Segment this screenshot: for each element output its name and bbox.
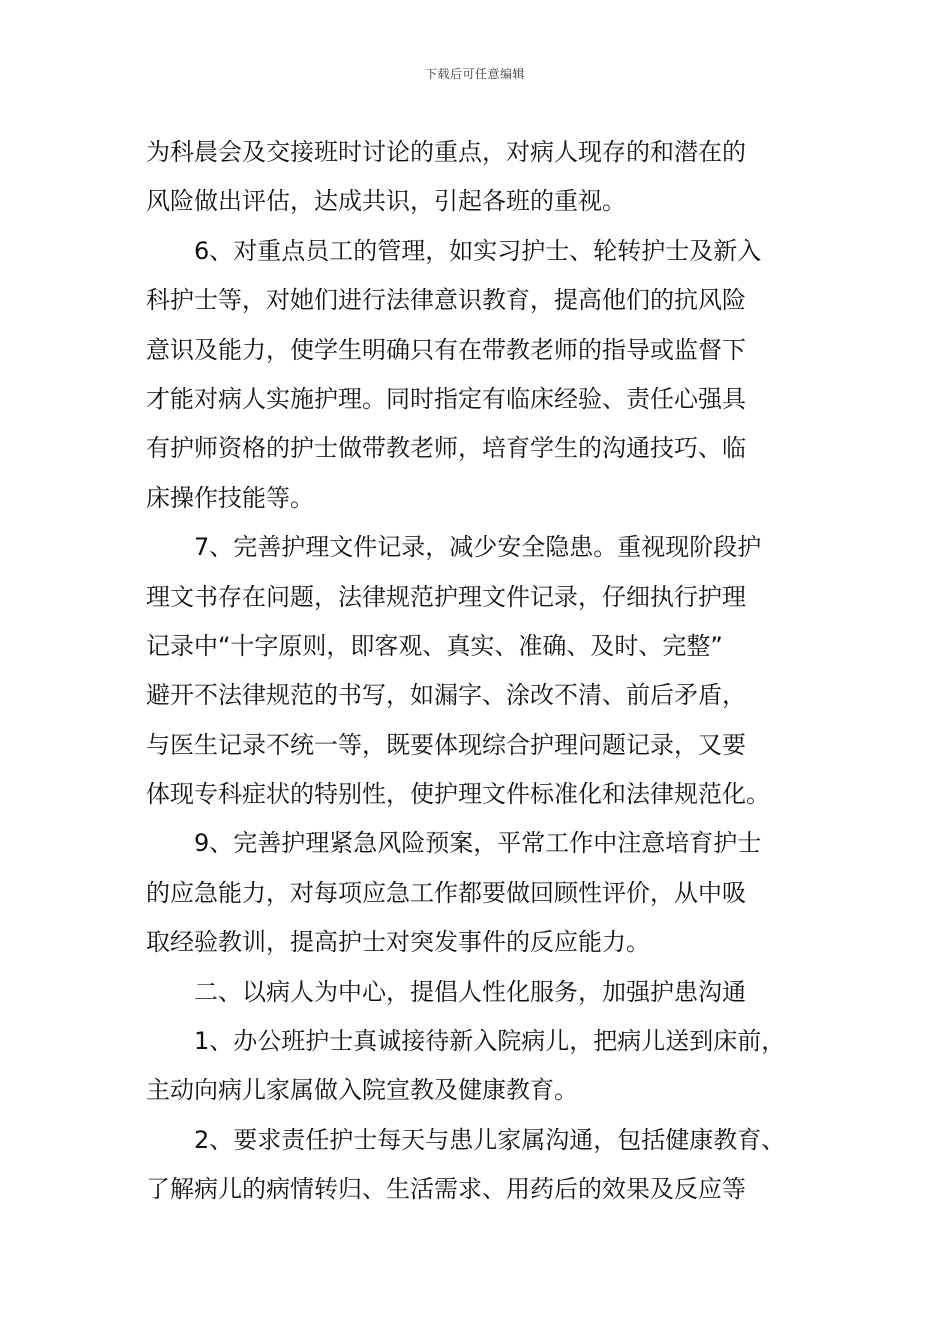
text-line: 床操作技能等。: [146, 483, 314, 512]
text-line: 2、要求责任护士每天与患儿家属沟通，包括健康教育、: [194, 1125, 786, 1154]
text-line: 主动向病儿家属做入院宣教及健康教育。: [146, 1076, 578, 1105]
text-line: 风险做出评估，达成共识，引起各班的重视。: [146, 187, 626, 216]
text-line: 与医生记录不统一等，既要体现综合护理问题记录，又要: [146, 730, 746, 759]
text-line: 记录中“十字原则，即客观、真实、准确、及时、完整”: [146, 631, 723, 660]
text-line: 意识及能力，使学生明确只有在带教老师的指导或监督下: [146, 335, 746, 364]
text-line: 9、完善护理紧急风险预案，平常工作中注意培育护士: [194, 829, 762, 858]
text-line: 6、对重点员工的管理，如实习护士、轮转护士及新入: [194, 236, 762, 265]
text-line: 理文书存在问题，法律规范护理文件记录，仔细执行护理: [146, 582, 746, 611]
text-line: 才能对病人实施护理。同时指定有临床经验、责任心强具: [146, 384, 746, 413]
page-header: 下载后可任意编辑: [424, 67, 525, 81]
text-line: 二、以病人为中心，提倡人性化服务，加强护患沟通: [194, 977, 746, 1006]
text-line: 的应急能力，对每项应急工作都要做回顾性评价，从中吸: [146, 878, 746, 907]
body-text: [146, 128, 826, 1215]
text-line: 7、完善护理文件记录，减少安全隐患。重视现阶段护: [194, 533, 762, 562]
text-line: 有护师资格的护士做带教老师，培育学生的沟通技巧、临: [146, 434, 746, 463]
text-line: 体现专科症状的特别性，使护理文件标准化和法律规范化。: [146, 780, 770, 809]
text-line: 了解病儿的病情转归、生活需求、用药后的效果及反应等: [146, 1175, 746, 1204]
text-line: 1、办公班护士真诚接待新入院病儿，把病儿送到床前，: [194, 1027, 786, 1056]
text-line: 为科晨会及交接班时讨论的重点，对病人现存的和潜在的: [146, 138, 746, 166]
text-line: 取经验教训，提高护士对突发事件的反应能力。: [146, 928, 650, 957]
text-line: 避开不法律规范的书写，如漏字、涂改不清、前后矛盾，: [146, 681, 746, 710]
text-line: 科护士等，对她们进行法律意识教育，提高他们的抗风险: [146, 286, 746, 315]
